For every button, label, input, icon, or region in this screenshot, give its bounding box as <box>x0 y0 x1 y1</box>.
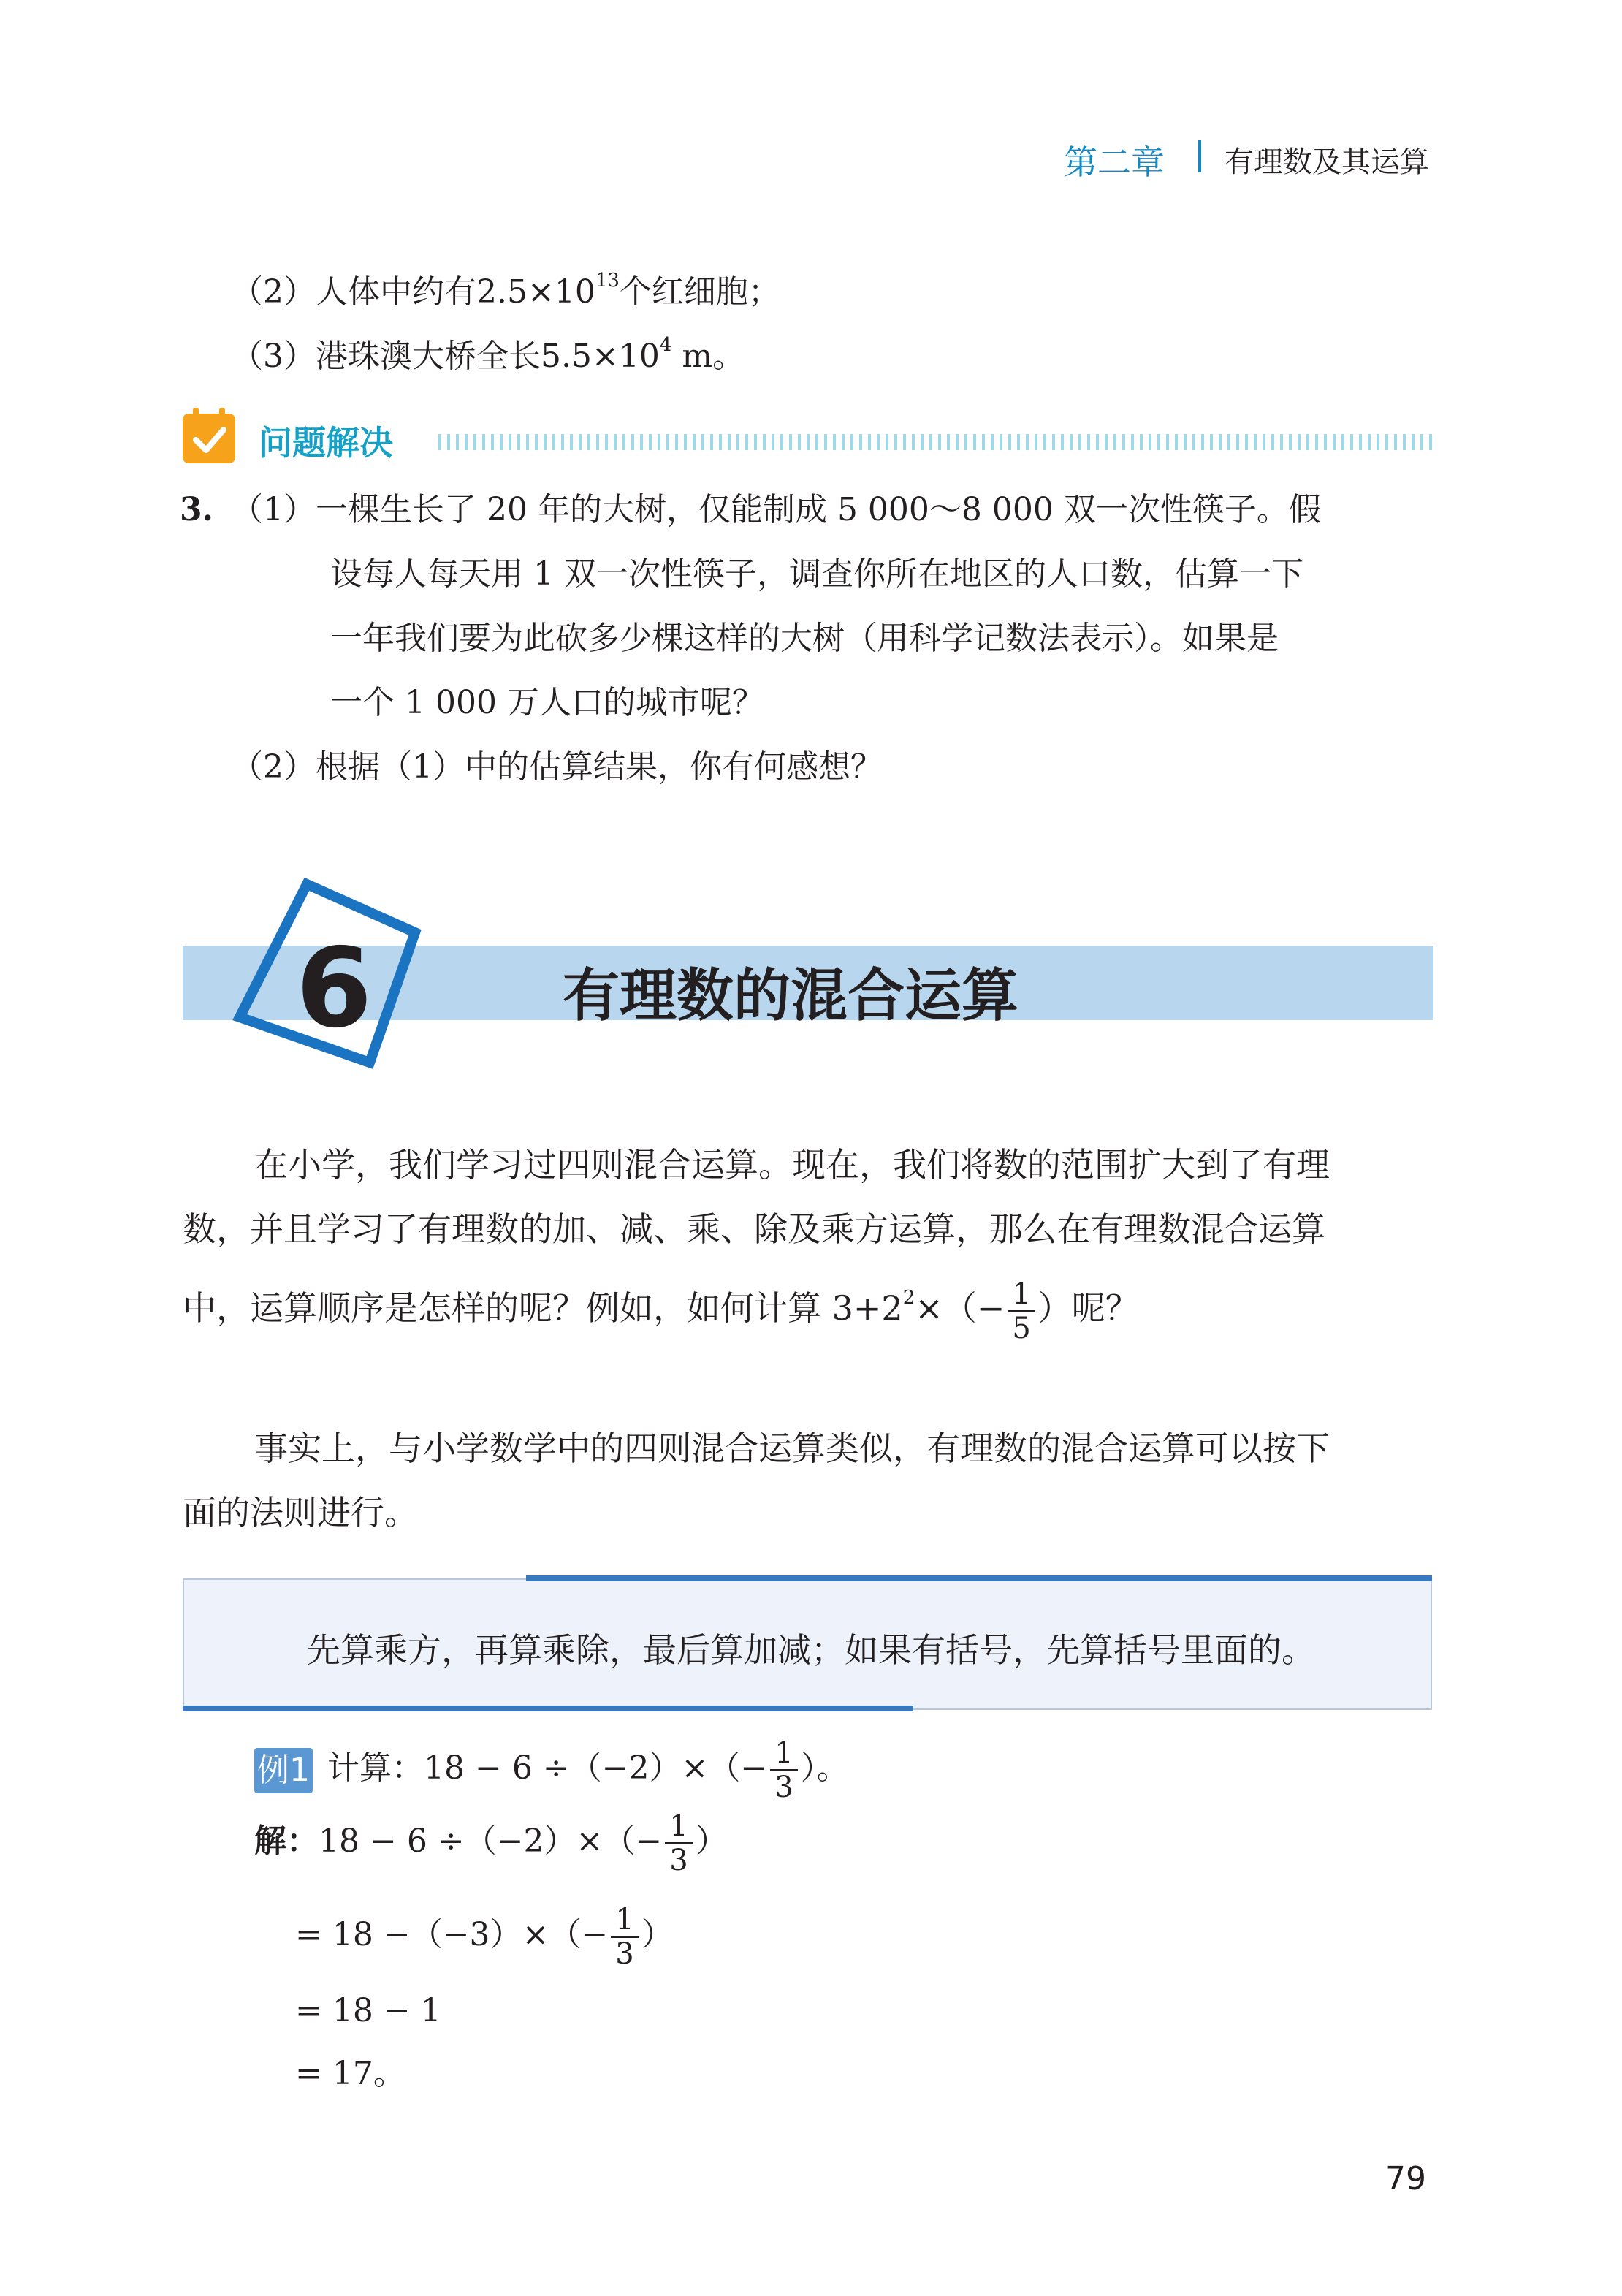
example-solution: 解：18 − 6 ÷（−2）×（− $\frac{1}{3}$ ） <box>254 1809 728 1877</box>
problem-part1-line2: 设每人每天用 1 双一次性筷子，调查你所在地区的人口数，估算一下 <box>330 555 1303 593</box>
paragraph2-line-1: 事实上，与小学数学中的四则混合运算类似，有理数的混合运算可以按下 <box>254 1429 1330 1468</box>
header-divider <box>1198 140 1201 172</box>
chapter-title: 有理数及其运算 <box>1225 145 1429 179</box>
fraction-one-third: $\frac{1}{3}$ <box>611 1904 638 1970</box>
problem-part1-line1: （1）一棵生长了 20 年的大树，仅能制成 5 000～8 000 双一次性筷子。假 <box>231 491 1321 528</box>
section-title: 有理数的混合运算 <box>563 962 1019 1029</box>
example-problem: 计算：18 − 6 ÷（−2）×（− $\frac{1}{3}$ ）。 <box>327 1736 849 1804</box>
section-number: 6 <box>296 925 373 1052</box>
problem-part2: （2）根据（1）中的估算结果，你有何感想？ <box>231 748 883 786</box>
intro-line-3: 中，运算顺序是怎样的呢？例如，如何计算 $3+2^2\times(-$ $\frac{1}{5}$ ）呢？ <box>183 1277 1139 1345</box>
item-3: （3）港珠澳大桥全长$5.5\times 10^4$ m。 <box>231 334 745 375</box>
rule-text: 先算乘方，再算乘除，最后算加减；如果有括号，先算括号里面的。 <box>307 1630 1315 1670</box>
solution-step-1: = 18 −（−3）×（− $\frac{1}{3}$ ） <box>295 1903 674 1971</box>
intro-line-1: 在小学，我们学习过四则混合运算。现在，我们将数的范围扩大到了有理 <box>254 1145 1330 1185</box>
dotted-rule <box>438 434 1432 450</box>
solution-step-3: = 17。 <box>295 2055 406 2092</box>
problem-solving-heading: 问题解决 <box>259 423 393 463</box>
checklist-icon <box>181 406 237 465</box>
fraction-one-third: $\frac{1}{3}$ <box>770 1737 797 1803</box>
item-2: （2）人体中约有$2.5\times 10^{13}$个红细胞； <box>231 270 780 311</box>
intro-line-2: 数，并且学习了有理数的加、减、乘、除及乘方运算，那么在有理数混合运算 <box>183 1209 1325 1249</box>
solution-step-2: = 18 − 1 <box>295 1992 441 2029</box>
problem-part1-line4: 一个 1 000 万人口的城市呢？ <box>330 684 764 721</box>
rule-box-accent-top <box>526 1575 1432 1581</box>
chapter-label: 第二章 <box>1064 142 1165 182</box>
fraction-one-fifth: $\frac{1}{5}$ <box>1008 1278 1035 1345</box>
paragraph2-line-2: 面的法则进行。 <box>183 1493 418 1532</box>
problem-part1-line3: 一年我们要为此砍多少棵这样的大树（用科学记数法表示）。如果是 <box>330 620 1279 657</box>
page-number: 79 <box>1385 2160 1426 2197</box>
example-badge: 例1 <box>254 1748 313 1793</box>
problem-number: 3. <box>180 491 213 528</box>
fraction-one-third: $\frac{1}{3}$ <box>665 1810 692 1877</box>
rule-box-accent-bottom <box>183 1706 913 1711</box>
